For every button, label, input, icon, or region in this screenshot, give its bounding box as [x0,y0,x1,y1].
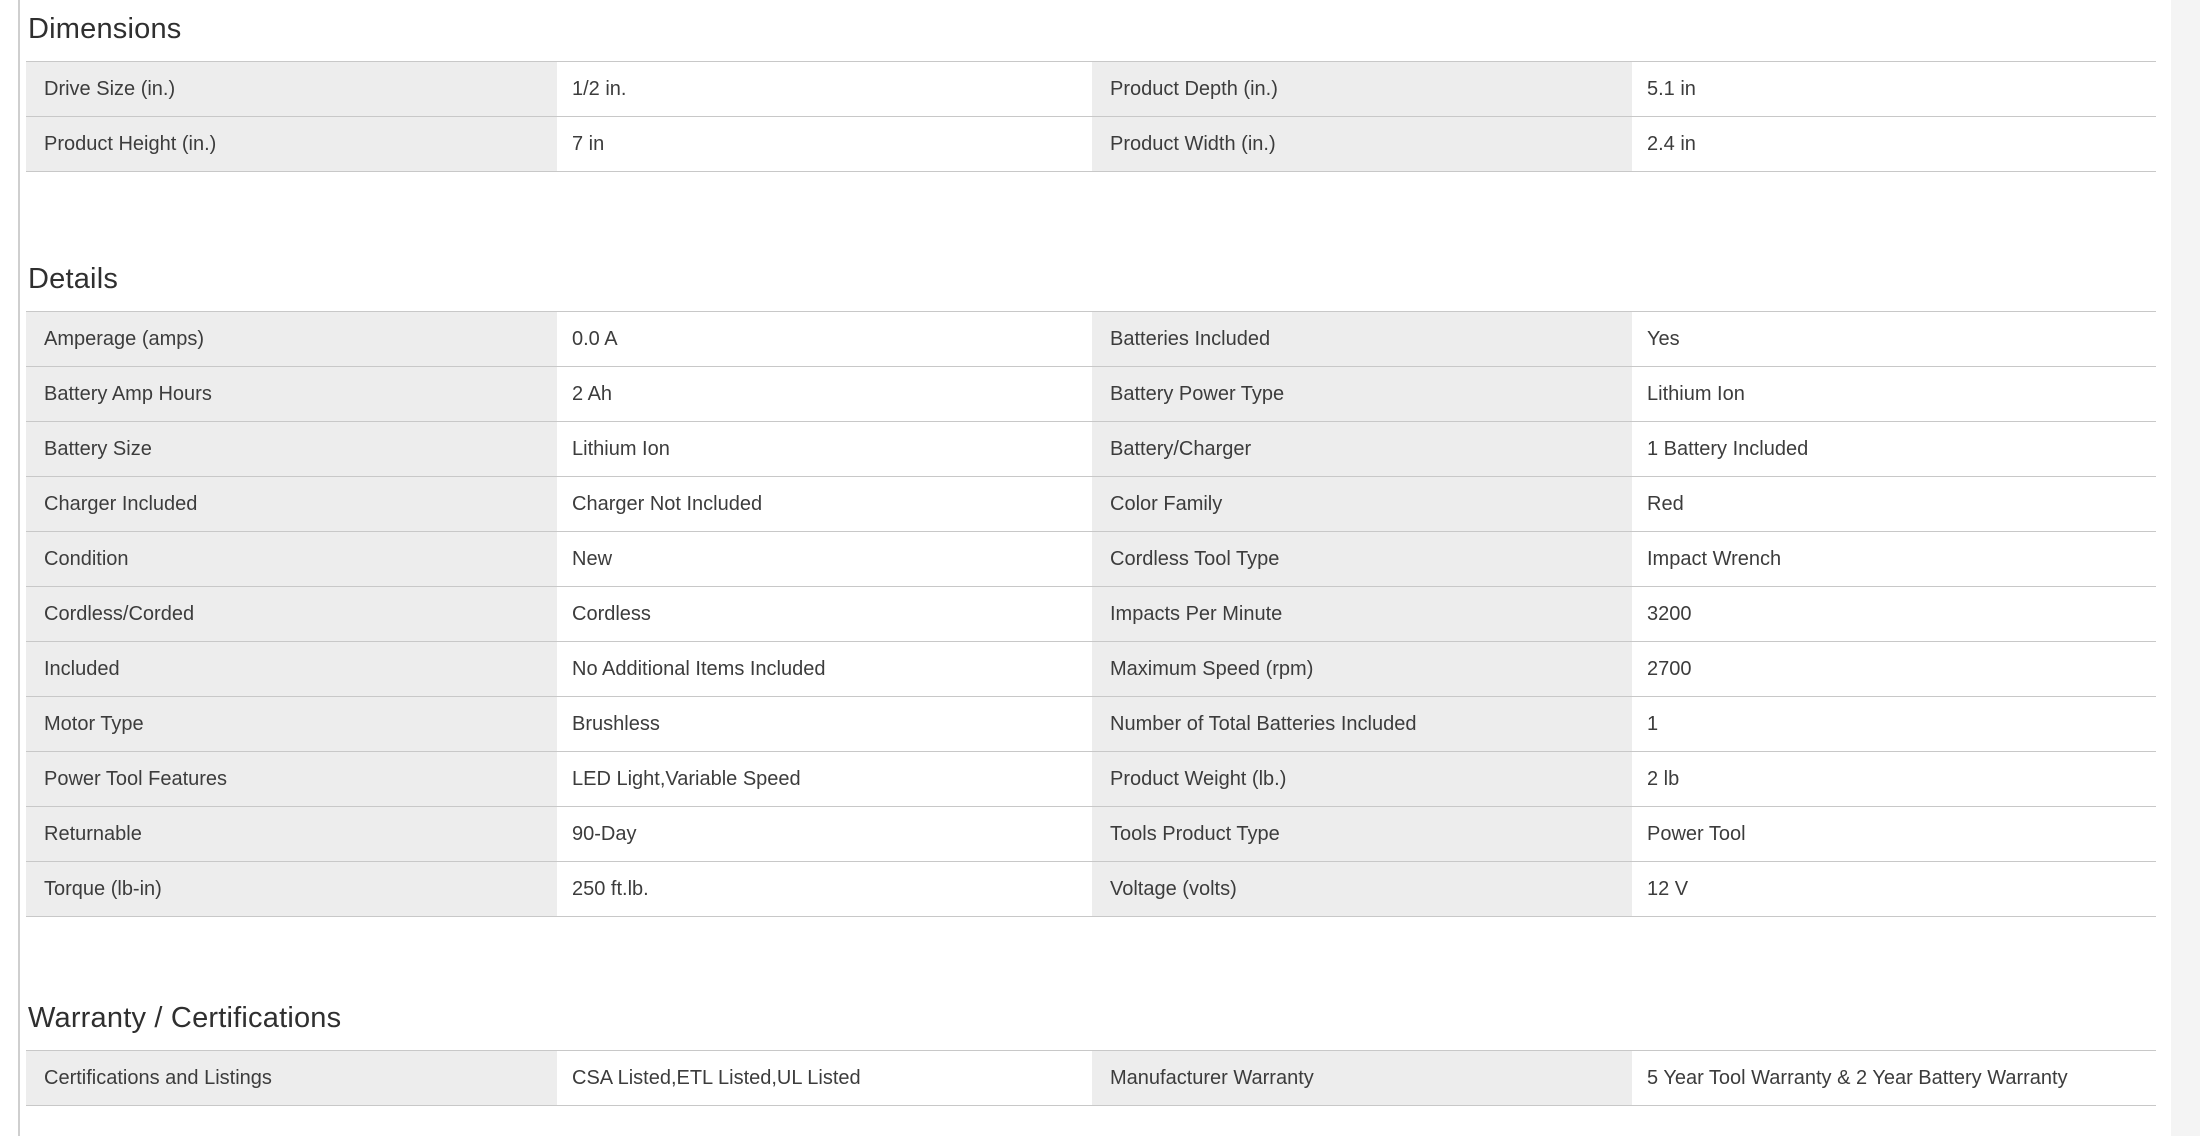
spec-label-cell: Impacts Per Minute [1092,587,1632,641]
spec-row [26,477,2156,532]
spec-value-cell: 2 lb [1632,752,2156,806]
spec-row [26,862,2156,917]
spec-value-cell: 7 in [557,117,1092,171]
spec-value-cell: 12 V [1632,862,2156,916]
section-dimensions [26,12,2156,172]
spec-row [26,807,2156,862]
spec-row [26,1051,2156,1106]
spec-label-cell: Torque (lb-in) [26,862,557,916]
spec-value-cell: Power Tool [1632,807,2156,861]
section-details [26,262,2156,917]
spec-value-cell: 2 Ah [557,367,1092,421]
spec-value-cell: 1/2 in. [557,62,1092,116]
section-title-dimensions: Dimensions [28,13,182,45]
spec-label-cell: Power Tool Features [26,752,557,806]
spec-row [26,752,2156,807]
spec-row [26,532,2156,587]
spec-label-cell: Product Width (in.) [1092,117,1632,171]
spec-row [26,367,2156,422]
spec-value-cell: Charger Not Included [557,477,1092,531]
spec-value-cell: Lithium Ion [557,422,1092,476]
spec-value-cell: 2.4 in [1632,117,2156,171]
section-title-warranty-certifications: Warranty / Certifications [28,1002,342,1034]
spec-value-cell: New [557,532,1092,586]
spec-label-cell: Charger Included [26,477,557,531]
spec-value-cell: 2700 [1632,642,2156,696]
section-title-details: Details [28,263,119,295]
spec-label-cell: Included [26,642,557,696]
spec-label-cell: Battery Amp Hours [26,367,557,421]
specifications-panel [26,0,2156,1106]
spec-value-cell: Lithium Ion [1632,367,2156,421]
spec-label-cell: Cordless/Corded [26,587,557,641]
spec-label-cell: Battery Size [26,422,557,476]
spec-label-cell: Amperage (amps) [26,312,557,366]
spec-value-cell: 5 Year Tool Warranty & 2 Year Battery Warranty [1632,1051,2156,1105]
spec-label-cell: Condition [26,532,557,586]
spec-value-cell: CSA Listed,ETL Listed,UL Listed [557,1051,1092,1105]
spec-row [26,62,2156,117]
spec-label-cell: Number of Total Batteries Included [1092,697,1632,751]
spec-label-cell: Motor Type [26,697,557,751]
spec-label-cell: Product Height (in.) [26,117,557,171]
spec-value-cell: Brushless [557,697,1092,751]
spec-label-cell: Battery Power Type [1092,367,1632,421]
spec-row [26,587,2156,642]
spec-row [26,422,2156,477]
spec-label-cell: Maximum Speed (rpm) [1092,642,1632,696]
spec-table-dimensions [26,61,2156,172]
spec-table-details [26,311,2156,917]
spec-value-cell: 1 [1632,697,2156,751]
content-left-border [18,0,20,1136]
spec-row [26,642,2156,697]
spec-label-cell: Battery/Charger [1092,422,1632,476]
spec-label-cell: Tools Product Type [1092,807,1632,861]
spec-value-cell: Impact Wrench [1632,532,2156,586]
spec-value-cell: 0.0 A [557,312,1092,366]
spec-value-cell: 250 ft.lb. [557,862,1092,916]
spec-value-cell: LED Light,Variable Speed [557,752,1092,806]
spec-label-cell: Manufacturer Warranty [1092,1051,1632,1105]
spec-value-cell: Red [1632,477,2156,531]
spec-label-cell: Product Weight (lb.) [1092,752,1632,806]
section-warranty-certifications [26,1001,2156,1106]
spec-value-cell: Cordless [557,587,1092,641]
spec-table-warranty-certifications [26,1050,2156,1106]
spec-label-cell: Cordless Tool Type [1092,532,1632,586]
spec-row [26,117,2156,172]
spec-label-cell: Color Family [1092,477,1632,531]
spec-value-cell: 1 Battery Included [1632,422,2156,476]
spec-value-cell: Yes [1632,312,2156,366]
spec-value-cell: No Additional Items Included [557,642,1092,696]
spec-label-cell: Certifications and Listings [26,1051,557,1105]
spec-label-cell: Batteries Included [1092,312,1632,366]
spec-value-cell: 90-Day [557,807,1092,861]
spec-label-cell: Returnable [26,807,557,861]
spec-row [26,312,2156,367]
page-right-gutter [2171,0,2200,1136]
spec-label-cell: Product Depth (in.) [1092,62,1632,116]
spec-label-cell: Drive Size (in.) [26,62,557,116]
spec-label-cell: Voltage (volts) [1092,862,1632,916]
spec-row [26,697,2156,752]
spec-value-cell: 5.1 in [1632,62,2156,116]
spec-value-cell: 3200 [1632,587,2156,641]
